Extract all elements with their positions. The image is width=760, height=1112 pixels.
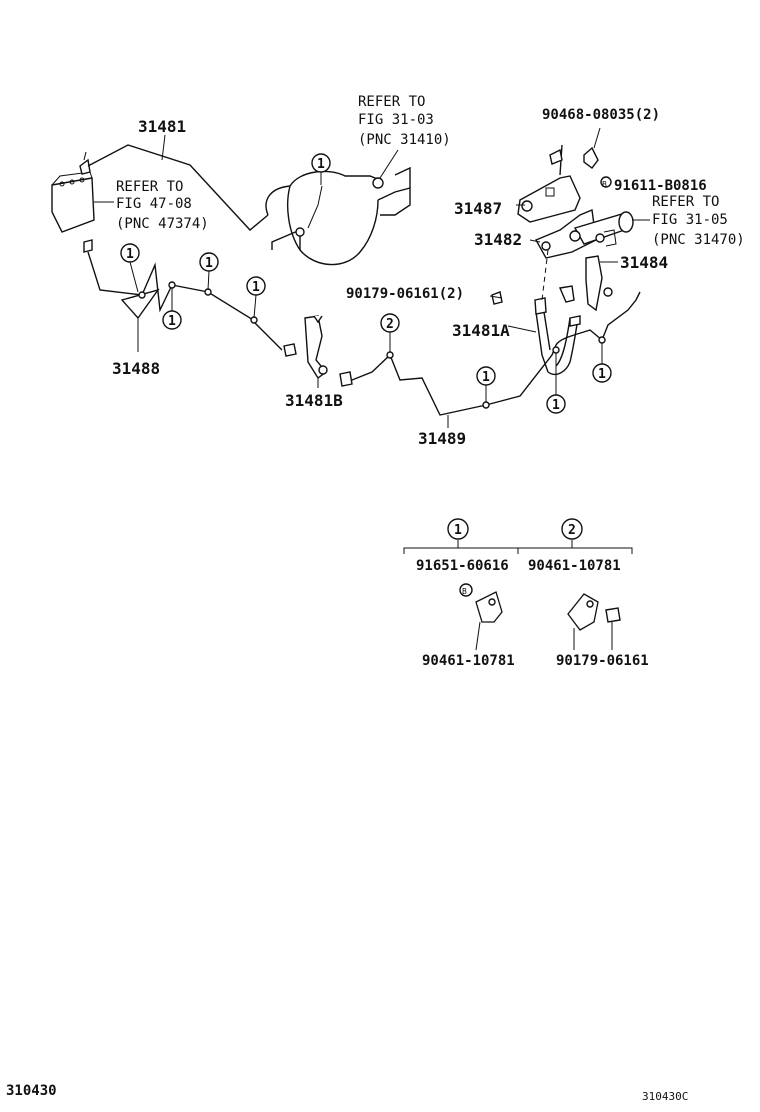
master-cylinder-part	[266, 168, 410, 265]
svg-text:(PNC 31470): (PNC 31470)	[652, 232, 745, 248]
reservoir-part	[52, 152, 94, 232]
callout-1-icon	[547, 353, 565, 413]
label-31487: 31487	[454, 199, 503, 218]
svg-text:(PNC 47374): (PNC 47374)	[116, 216, 209, 232]
legend-callout-1-icon	[448, 519, 468, 539]
legend-group2-top: 90461-10781	[528, 558, 621, 574]
refer-note-31-05	[632, 194, 745, 248]
label-31481: 31481	[138, 117, 187, 136]
legend-callout-2-icon	[562, 519, 582, 539]
svg-text:B: B	[602, 180, 607, 189]
legend-group1-bottom: 90461-10781	[422, 653, 515, 669]
legend-clamp-sets	[404, 519, 649, 669]
refer-note-47-08	[94, 179, 209, 232]
svg-text:1: 1	[598, 367, 606, 382]
label-31482: 31482	[474, 230, 523, 249]
svg-text:B: B	[462, 587, 467, 596]
svg-text:1: 1	[482, 370, 490, 385]
callout-1-icon	[200, 253, 218, 290]
label-31489: 31489	[418, 429, 467, 448]
svg-text:FIG 47-08: FIG 47-08	[116, 196, 192, 212]
callout-1-icon	[163, 288, 181, 329]
footer-code-left: 310430	[6, 1083, 57, 1099]
callout-1-icon	[247, 277, 265, 318]
label-91611: 91611-B0816	[614, 178, 707, 194]
label-90179: 90179-06161(2)	[346, 286, 465, 302]
label-90468: 90468-08035(2)	[542, 107, 661, 123]
label-31481b: 31481B	[285, 391, 343, 410]
svg-text:2: 2	[568, 523, 576, 538]
label-31481a: 31481A	[452, 321, 510, 340]
bracket-31487	[518, 145, 580, 222]
legend-group2-bottom: 90179-06161	[556, 653, 649, 669]
svg-text:2: 2	[386, 317, 394, 332]
callout-1-icon	[593, 343, 611, 382]
clamp-2-icon	[568, 594, 598, 630]
svg-text:1: 1	[552, 398, 560, 413]
callout-2-icon	[381, 314, 399, 352]
bracket-31481b	[305, 316, 327, 388]
bracket-31484	[560, 256, 612, 310]
refer-note-31-03	[358, 94, 451, 148]
svg-text:1: 1	[126, 247, 134, 262]
callout-1-icon	[312, 154, 330, 185]
callout-1-icon	[121, 244, 139, 292]
svg-text:FIG 31-03: FIG 31-03	[358, 112, 434, 128]
svg-text:1: 1	[454, 523, 462, 538]
svg-text:(PNC 31410): (PNC 31410)	[358, 132, 451, 148]
svg-text:1: 1	[317, 157, 325, 172]
svg-text:1: 1	[205, 256, 213, 271]
pipe-31489-run	[340, 345, 556, 415]
callout-1-icon	[477, 367, 495, 402]
svg-text:REFER TO: REFER TO	[652, 194, 720, 210]
footer-code-right: 310430C	[642, 1090, 689, 1103]
svg-text:1: 1	[252, 280, 260, 295]
label-31484: 31484	[620, 253, 669, 272]
pipe-31488-run	[84, 240, 296, 356]
clip-90468	[584, 148, 598, 168]
nut-icon	[606, 608, 620, 622]
svg-text:1: 1	[168, 314, 176, 329]
clamp-1-icon	[476, 592, 502, 622]
svg-text:REFER TO: REFER TO	[116, 179, 184, 195]
label-31488: 31488	[112, 359, 161, 378]
svg-text:FIG 31-05: FIG 31-05	[652, 212, 728, 228]
legend-group1-top: 91651-60616	[416, 558, 509, 574]
svg-text:REFER TO: REFER TO	[358, 94, 426, 110]
